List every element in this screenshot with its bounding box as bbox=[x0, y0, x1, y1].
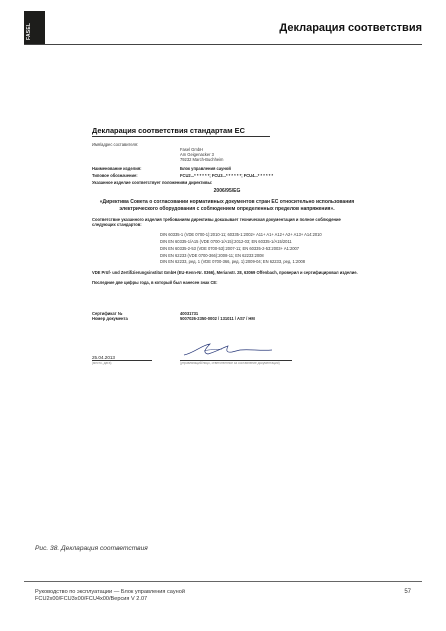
cert-number-value: 40031731 bbox=[180, 310, 199, 316]
header-divider bbox=[24, 44, 422, 45]
declaration-certificate bbox=[92, 126, 362, 366]
footer-line-2: FCU2x00/FCU3x00/FCU4x00/Версия V 2.07 bbox=[35, 596, 148, 603]
place-date-block bbox=[92, 355, 152, 366]
sign-date-caption: (место, дата) bbox=[92, 360, 112, 365]
sender-line: Am Geigenacker 3 bbox=[180, 152, 214, 158]
product-label: Наименование изделия: bbox=[92, 165, 142, 171]
doc-number-value: 5007026-2350-0002 / 131011 / AS7 / HM bbox=[180, 315, 255, 321]
signature-row bbox=[92, 341, 362, 366]
standard-item: DIN EN 62233, ред. 1 (VDE 0700-366, ред. 1):2009-04; EN 62233, ред. 1:2008 bbox=[160, 259, 306, 265]
standard-item: DIN 60335-1 (VDE 0700-1):2010-11; 60335-1:2002+ A11+ A1+ A12+ A2+ A13+ A14:2010 bbox=[160, 232, 322, 238]
sender-label: Имя/адрес составителя: bbox=[92, 142, 139, 147]
signer-block bbox=[180, 341, 292, 366]
cert-number-label: Сертификат № bbox=[92, 310, 123, 316]
standard-item: DIN EN 60335-1/A15 (VDE 0700-1/A15):2012-03; EN 60335-1/A15/2011 bbox=[160, 239, 292, 245]
sender-address bbox=[180, 147, 362, 163]
conformity-text: Указанное изделие соответствует положениям директивы: bbox=[92, 180, 213, 186]
type-value: FCU2...* * * * * *; FCU3...* * * * * *; FCU4...* * * * * * bbox=[180, 172, 274, 178]
doc-number-label: Номер документа bbox=[92, 315, 128, 321]
logo-text: FASEL bbox=[26, 22, 32, 40]
page-header-title: Декларация соответствия bbox=[279, 22, 422, 34]
product-value: Блок управления сауной bbox=[180, 165, 231, 171]
standard-item: DIN EN 62233 (VDE 0700-366):2008-11; EN 62233:2008 bbox=[160, 252, 264, 258]
sign-date: 25.04.2013 bbox=[92, 355, 115, 361]
page-number: 57 bbox=[404, 589, 411, 595]
compliance-text: Соответствие указанного изделия требованиям директивы доказывает техническая документация и полное соблюдение следующих стандартов: bbox=[92, 216, 341, 228]
sender-line: Fasel GmbH bbox=[180, 147, 203, 152]
certificate-title: Декларация соответствия стандартам ЕС bbox=[92, 126, 270, 137]
vde-text: VDE Prüf- und Zertifizierungsinstitut GmbH (EU-Kenn-Nr. 0366), Merianstr. 28, 63069 Offenbach, проверил и сертифицировал изделие. bbox=[92, 270, 358, 276]
type-row bbox=[92, 173, 362, 178]
sender-row bbox=[92, 142, 362, 163]
directive-title: «Директива Совета о согласовании нормативных документов стран ЕС относительно использования электрического оборудования с соблюдением определенных пределов напряжения». bbox=[99, 199, 355, 212]
handwritten-signature bbox=[180, 341, 292, 359]
footer-line-1: Руководство по эксплуатации — Блок управления сауной bbox=[35, 589, 185, 595]
product-row bbox=[92, 166, 362, 171]
doc-number-row bbox=[92, 316, 362, 321]
directive-number: 2006/95/EG bbox=[213, 188, 241, 195]
standards-list bbox=[160, 232, 362, 264]
year-text: Последние две цифры года, в который был нанесен знак CE: bbox=[92, 280, 218, 286]
sender-line: 79232 March-Buchheim bbox=[180, 157, 224, 163]
fasel-logo bbox=[24, 11, 45, 44]
footer-divider bbox=[24, 581, 422, 582]
type-label: Типовое обозначение: bbox=[92, 172, 138, 178]
signer-caption: (управляющий/лицо, ответственное за составление документации) bbox=[180, 360, 280, 365]
figure-caption: Рис. 38. Декларация соответствия bbox=[35, 545, 148, 552]
standard-item: DIN EN 60335-2-53 (VDE 0700-53):2007-11; EN 60335-2-53:2003+ A1:2007 bbox=[160, 245, 300, 251]
footer-text bbox=[35, 589, 185, 603]
